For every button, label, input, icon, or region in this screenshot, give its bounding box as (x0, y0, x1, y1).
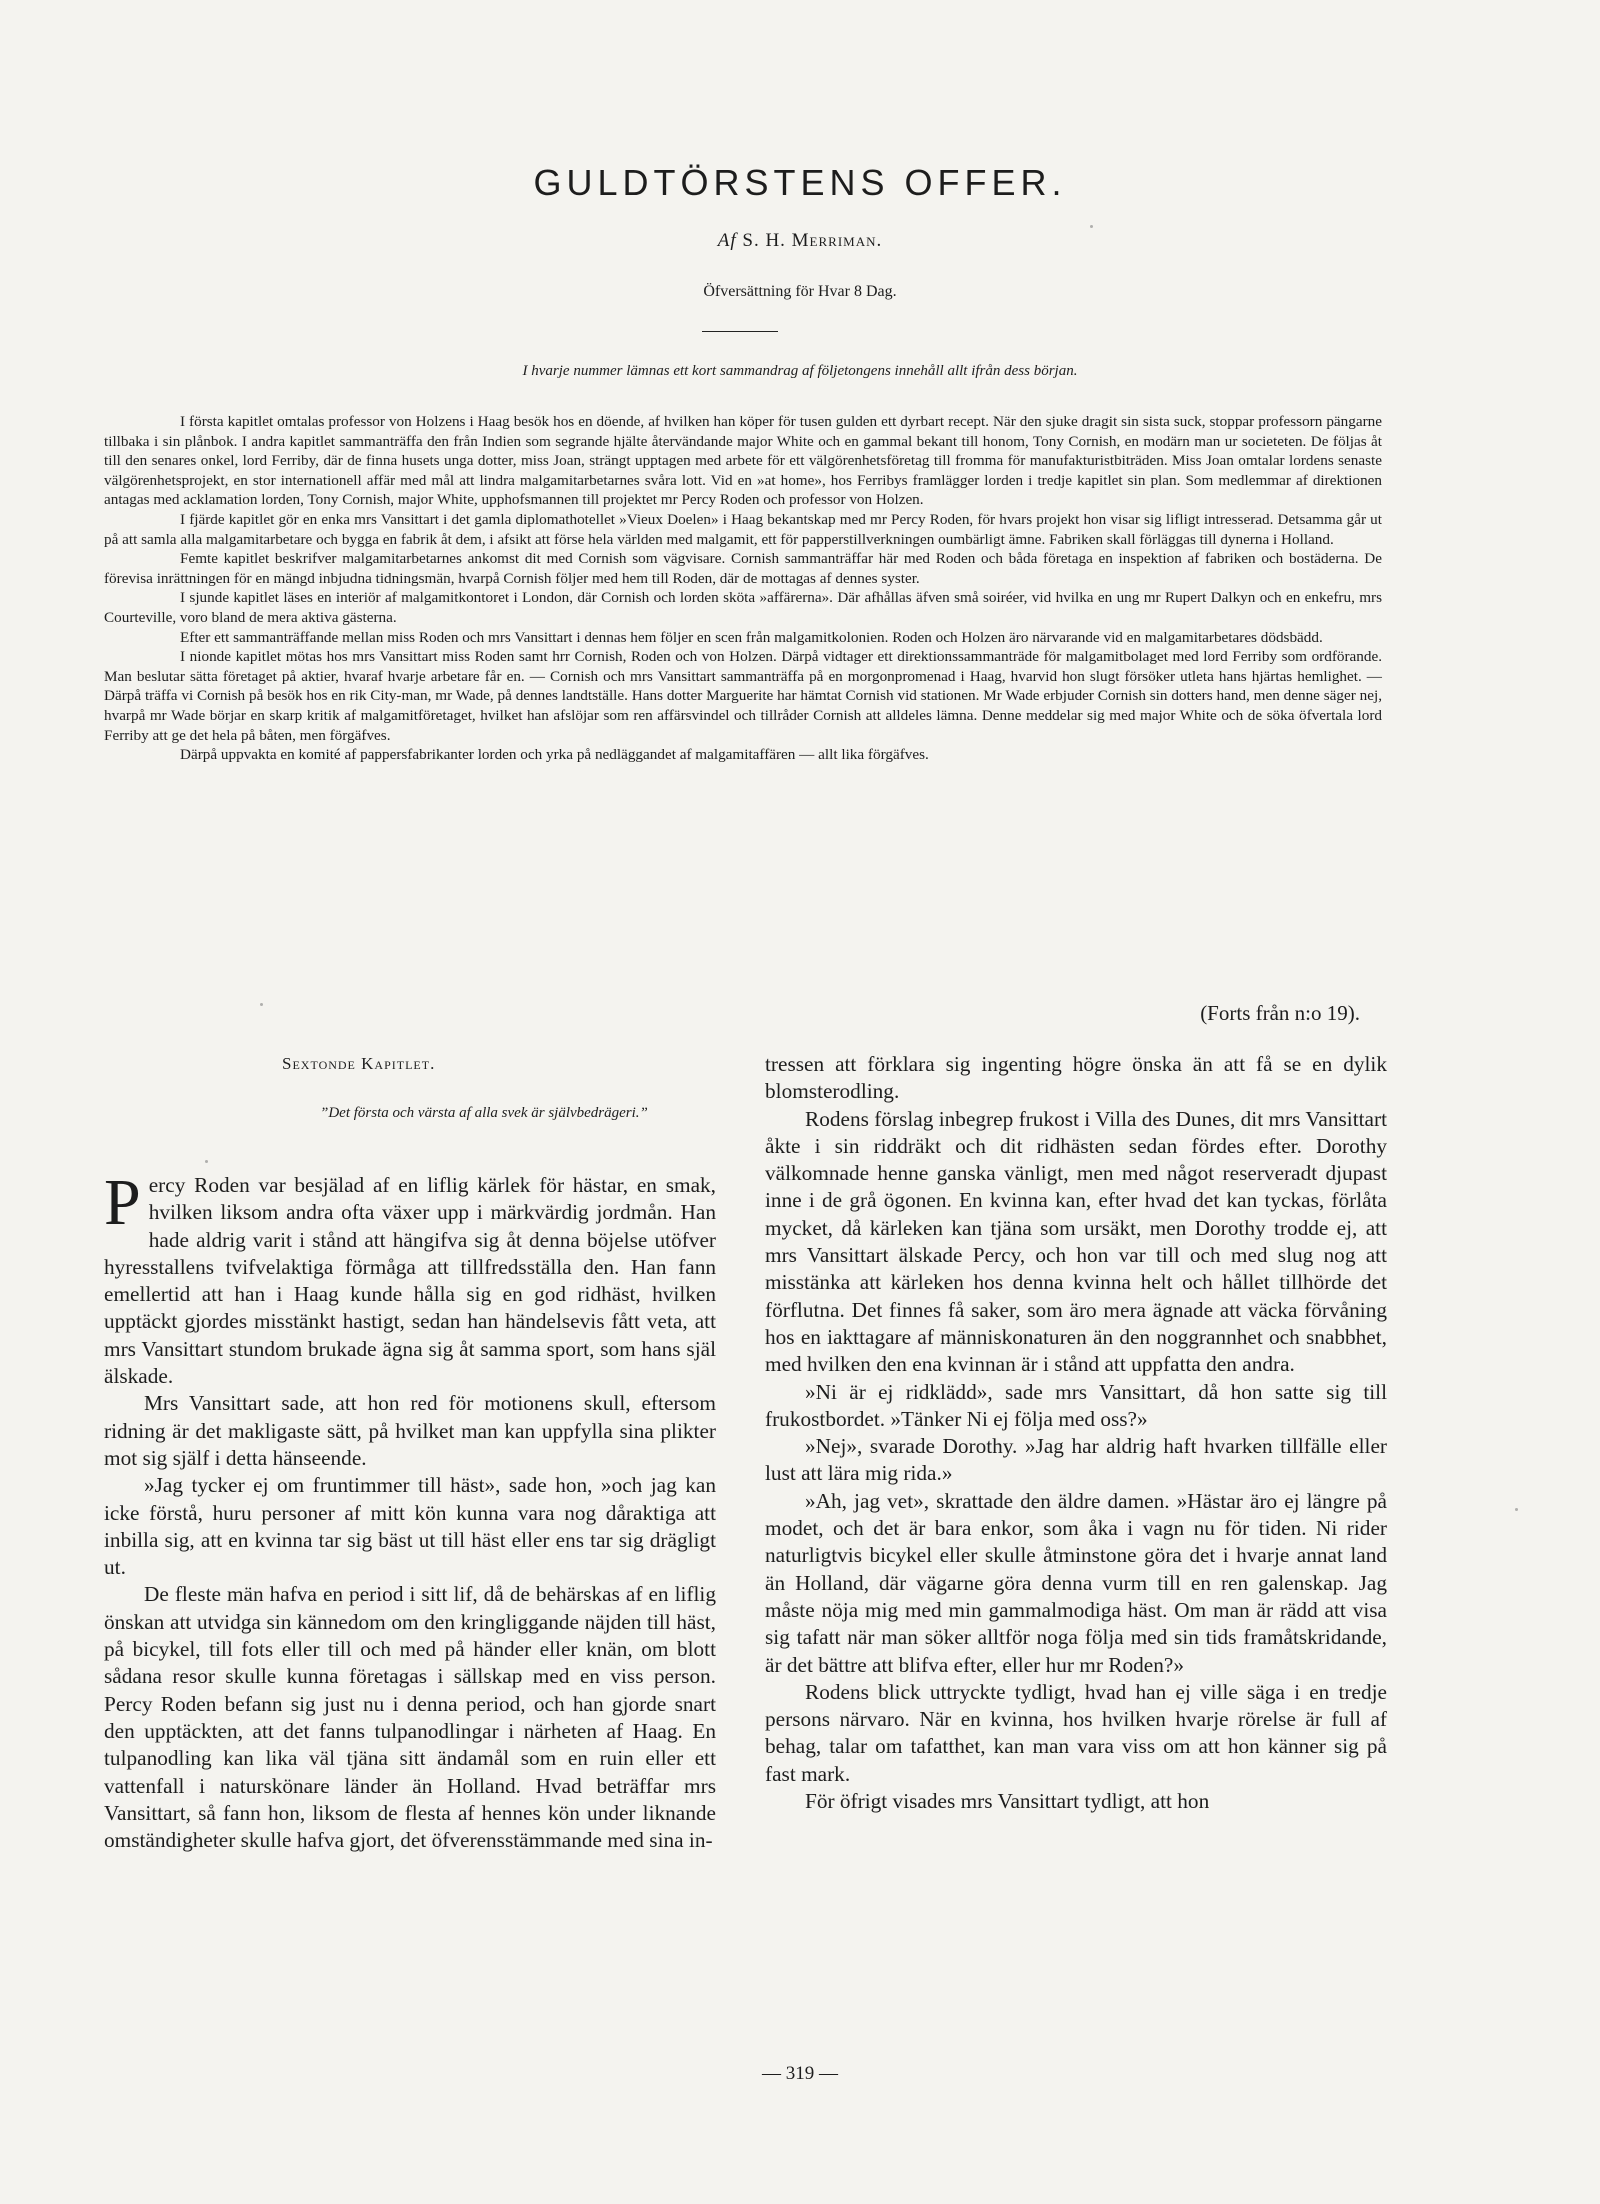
continued-note: (Forts från n:o 19). (1200, 1001, 1360, 1025)
paper-speck (1090, 225, 1093, 228)
byline-author: S. H. Merriman. (742, 230, 883, 251)
paper-speck (1515, 1508, 1518, 1511)
paper-speck (205, 1160, 208, 1163)
summary-paragraph: Därpå uppvakta en komité af pappersfabrikanter lorden och yrka på nedläggandet af malgamitaffären — allt lika förgäfves. (180, 746, 929, 764)
body-paragraph: Mrs Vansittart sade, att hon red för motionens skull, eftersom ridning är det makligaste sätt, på hvilket man kan uppfylla sina plikter mot sig själf i detta hänseende. (104, 1391, 716, 1470)
summary-block (104, 412, 1382, 765)
summary-paragraph: Femte kapitlet beskrifver malgamitarbetarnes ankomst dit med Cornish som vägvisare. Cornish sammanträffar här med Roden och båda företaga en inspektion af fabriken och bostäderna. De förevisa inrättningen för en mängd inbjudna tidningsmän, hvarpå Cornish följer med hem till Roden, där de mottagas af dennes syster. (104, 550, 1382, 587)
paper-speck (260, 1003, 263, 1006)
article-title: GULDTÖRSTENS OFFER. (533, 162, 1067, 203)
page-number: — 319 — (762, 2063, 838, 2084)
body-paragraph: De fleste män hafva en period i sitt lif, då de behärskas af en liflig önskan att utvidga sin kännedom om den kringliggande näjden till häst, på bicykel, till fots eller till och med på händer eller knän, om blott sådana resor skulle kunna företagas i sällskap med en viss person. Percy Roden befann sig just nu i denna period, och han gjorde snart den upptäckten, att det fanns tulpanodlingar i närheten af Haag. En tulpanodling kan lika väl tjäna sitt ändamål som en ruin eller ett vattenfall i naturskönare länder än Holland. Hvad beträffar mrs Vansittart, så fann hon, liksom de flesta af hennes kön under liknande omständigheter skulle hafva gjort, det öfverensstämmande med sina in- (104, 1582, 716, 1853)
summary-paragraph: I fjärde kapitlet gör en enka mrs Vansittart i det gamla diplomathotellet »Vieux Doelen» i Haag bekantskap med mr Percy Roden, för hvars projekt hon visar sig lifligt intresserad. Detsamma går ut på att samla alla malgamitarbetare och bygga en fabrik åt dem, i afsikt att förse hela världen med malgamit, ett för papperstillverkningen oumbärligt ämne. Fabriken skall förläggas till dynerna i Holland. (104, 510, 1382, 548)
byline-prefix: Af (717, 230, 737, 251)
body-paragraph: tressen att förklara sig ingenting högre önska än att få se en dylik blomsterodling. (765, 1052, 1387, 1104)
body-text: ercy Roden var besjälad af en liflig kärlek för hästar, en smak, hvilken liksom andra ofta växer upp i märkvärdig jordmån. Han hade aldrig varit i stånd att hängifva sig åt denna böjelse utöfver hyresstallens tvifvelaktiga förmåga att tillfredsställa den. Han fann emellertid att han i Haag kunde hålla sig en god ridhäst, hvilken upptäckt gjordes misstänkt hastigt, sedan han händelsevis fått veta, att mrs Vansittart stundom brukade ägna sig åt samma sport, som hans själ älskade. (104, 1173, 716, 1389)
divider-rule (702, 331, 778, 332)
body-paragraph: Rodens blick uttryckte tydligt, hvad han ej ville säga i en tredje persons närvaro. När en kvinna, hos hvilken hvarje rörelse är full af behag, talar om tafatthet, kan man vara viss om att hon känner sig på fast mark. (765, 1679, 1387, 1786)
left-column (104, 1166, 716, 1854)
chapter-motto: ”Det första och värsta af alla svek är självbedrägeri.” (320, 1105, 648, 1121)
summary-paragraph: I nionde kapitlet mötas hos mrs Vansittart miss Roden samt hrr Cornish, Roden och von Holzen. Därpå vidtager ett direktionssammanträde för malgamitbolaget med lord Ferriby som ordförande. Man beslutar sätta företaget på aktier, hvaraf hvarje arbetare får en. — Cornish och mrs Vansittart sammanträffa på en morgonpromenad i Haag, hvarvid hon slugt försöker utleta hans hjärtas hemlighet. — Därpå träffa vi Cornish på besök hos en rik City-man, mr Wade, på dennes landtställe. Hans dotter Marguerite har hämtat Cornish vid stationen. Mr Wade erbjuder Cornish sin dotters hand, men denne säger nej, hvarpå mr Wade börjar en skarp kritik af malgamitföretaget, hvilket han afslöjar som ren affärsvindel och tillråder Cornish att alldeles lämna. Denne meddelar sig med major White och de söka öfvertala lord Ferriby att ge det hela på båten, men förgäfves. (104, 648, 1382, 744)
body-paragraph: »Jag tycker ej om fruntimmer till häst», sade hon, »och jag kan icke förstå, huru personer af mitt kön kunna vara nog dåraktiga att inbilla sig, att en kvinna tar sig bäst ut till häst eller ens tar sig drägligt ut. (104, 1473, 716, 1580)
body-paragraph: För öfrigt visades mrs Vansittart tydligt, att hon (805, 1789, 1210, 1814)
summary-paragraph: I första kapitlet omtalas professor von Holzens i Haag besök hos en döende, af hvilken han köper för tusen gulden ett dyrbart recept. När den sjuke dragit sin sista suck, stoppar professorn pängarne tillbaka i sin plånbok. I andra kapitlet sammanträffa den från Indien som segrande hjälte återvändande major White och en gammal bekant till honom, Tony Cornish, en modärn man ur societeten. De följas åt till den senares onkel, lord Ferriby, där de finna husets unga dotter, miss Joan, strängt upptagen med arbete för ett välgörenhetsföretag till fromma för manufakturistbiträden. Miss Joan omtalar lordens senaste välgörenhetsprojekt, en stor internationell affär med mål att lindra malgamitarbetarnes svåra lott. Vid en »at home», hos Ferribys framlägger lorden i tredje kapitlet sin plan. Som medlemmar af direktionen antagas med acklamation lorden, Tony Cornish, major White, upphofsmannen till projektet mr Percy Roden och professor von Holzen. (104, 413, 1382, 509)
body-paragraph: »Ni är ej ridklädd», sade mrs Vansittart, då hon satte sig till frukostbordet. »Tänker Ni ej följa med oss?» (765, 1379, 1387, 1431)
summary-paragraph: Efter ett sammanträffande mellan miss Roden och mrs Vansittart i dennas hem följer en scen från malgamitkolonien. Roden och Holzen äro närvarande vid en malgamitarbetares dödsbädd. (180, 628, 1323, 646)
summary-paragraph: I sjunde kapitlet läses en interiör af malgamitkontoret i London, där Cornish och lorden sköta »affärerna». Där afhållas äfven små soiréer, vid hvilka en ung mr Rupert Dalkyn och en enkefru, mrs Courteville, voro bland de mera aktiva gästerna. (104, 589, 1382, 626)
body-paragraph (104, 1166, 716, 1390)
right-column (765, 1051, 1387, 1815)
byline (0, 230, 1600, 252)
drop-cap: P (104, 1166, 141, 1239)
translation-note: Öfversättning för Hvar 8 Dag. (703, 283, 897, 300)
body-paragraph: »Ah, jag vet», skrattade den äldre damen. »Hästar äro ej längre på modet, och det är bara enkor, som åka i vagn nu för tiden. Ni rider naturligtvis bicykel eller skulle åtminstone göra det i hvarje annat land än Holland, där vägarne göra denna vurm till en ren galenskap. Jag måste nöja mig med min gammalmodiga häst. Om man är rädd att visa sig tafatt när man söker alltför noga följa med sin tids framåtskridande, är det bättre att blifva efter, eller hur mr Roden?» (765, 1488, 1387, 1677)
chapter-heading: Sextonde Kapitlet. (282, 1054, 436, 1073)
body-paragraph: Rodens förslag inbegrep frukost i Villa des Dunes, dit mrs Vansittart åkte i sin riddräkt och dit ridhästen sedan fördes efter. Dorothy välkomnade henne ganska vänligt, men med något reserveradt djupast inne i de grå ögonen. En kvinna kan, efter hvad det kan tyckas, förlåta mycket, då kärleken kan tjäna som ursäkt, men Dorothy trodde ej, att mrs Vansittart älskade Percy, och hon var till och med slug nog att misstänka att kärleken hos denna kvinna helt och hållet tillhörde det förflutna. Det finnes få saker, som äro mera ägnade att väcka förvåning hos en iakttagare af människonaturen än den noggrannhet och snabbhet, med hvilken den ena kvinnan är i stånd att uppfatta den andra. (765, 1106, 1387, 1377)
body-paragraph: »Nej», svarade Dorothy. »Jag har aldrig haft hvarken tillfälle eller lust att lära mig rida.» (765, 1434, 1387, 1486)
summary-notice: I hvarje nummer lämnas ett kort sammandrag af följetongens innehåll allt ifrån dess början. (522, 363, 1078, 379)
